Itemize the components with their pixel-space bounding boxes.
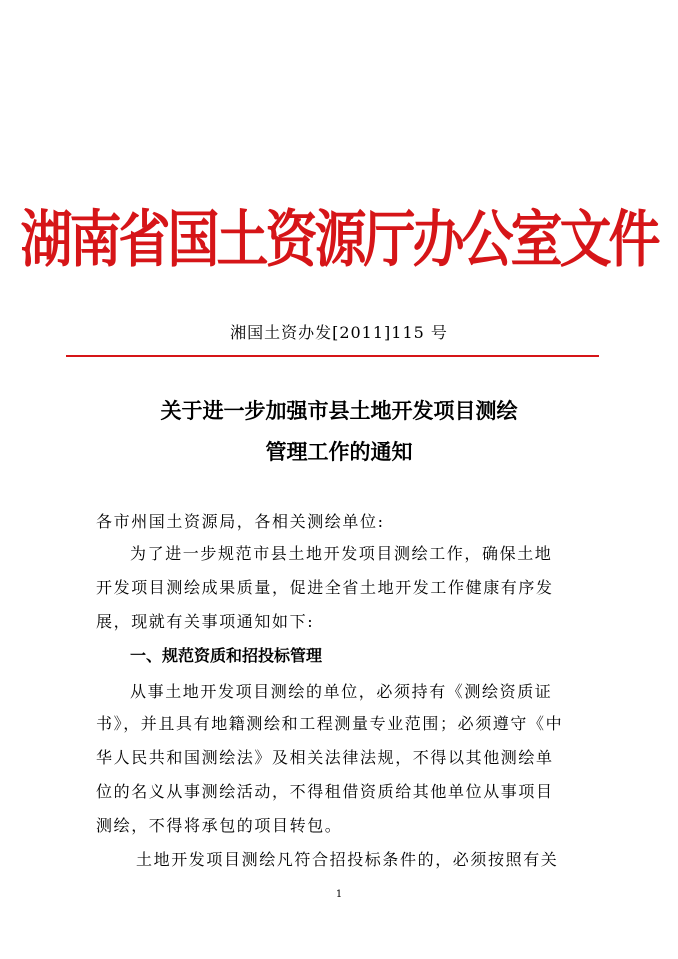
paragraph-2-line-2: 书》，并且具有地籍测绘和工程测量专业范围；必须遵守《中 bbox=[96, 714, 564, 733]
paragraph-1-line-1: 为了进一步规范市县土地开发项目测绘工作，确保土地 bbox=[130, 544, 553, 563]
salutation: 各市州国土资源局，各相关测绘单位: bbox=[96, 512, 385, 531]
document-number: 湘国土资办发[2011]115 号 bbox=[230, 323, 448, 342]
document-title-line-1: 关于进一步加强市县土地开发项目测绘 bbox=[160, 398, 518, 423]
red-divider bbox=[66, 355, 599, 357]
section-1-heading: 一、规范资质和招投标管理 bbox=[130, 646, 323, 665]
paragraph-2-line-5: 测绘，不得将承包的项目转包。 bbox=[96, 816, 343, 835]
paragraph-2-line-4: 位的名义从事测绘活动，不得租借资质给其他单位从事项目 bbox=[96, 782, 554, 801]
paragraph-1-line-2: 开发项目测绘成果质量，促进全省土地开发工作健康有序发 bbox=[96, 578, 554, 597]
agency-header: 湖南省国土资源厅办公室文件 bbox=[20, 205, 658, 276]
paragraph-2-line-3: 华人民共和国测绘法》及相关法律法规，不得以其他测绘单 bbox=[96, 748, 554, 767]
paragraph-3-line-1: 土地开发项目测绘凡符合招投标条件的，必须按照有关 bbox=[136, 850, 559, 869]
paragraph-1-line-3: 展，现就有关事项通知如下: bbox=[96, 612, 315, 631]
page-number: 1 bbox=[335, 889, 343, 900]
paragraph-2-line-1: 从事土地开发项目测绘的单位，必须持有《测绘资质证 bbox=[130, 682, 553, 701]
document-title-line-2: 管理工作的通知 bbox=[265, 439, 413, 464]
